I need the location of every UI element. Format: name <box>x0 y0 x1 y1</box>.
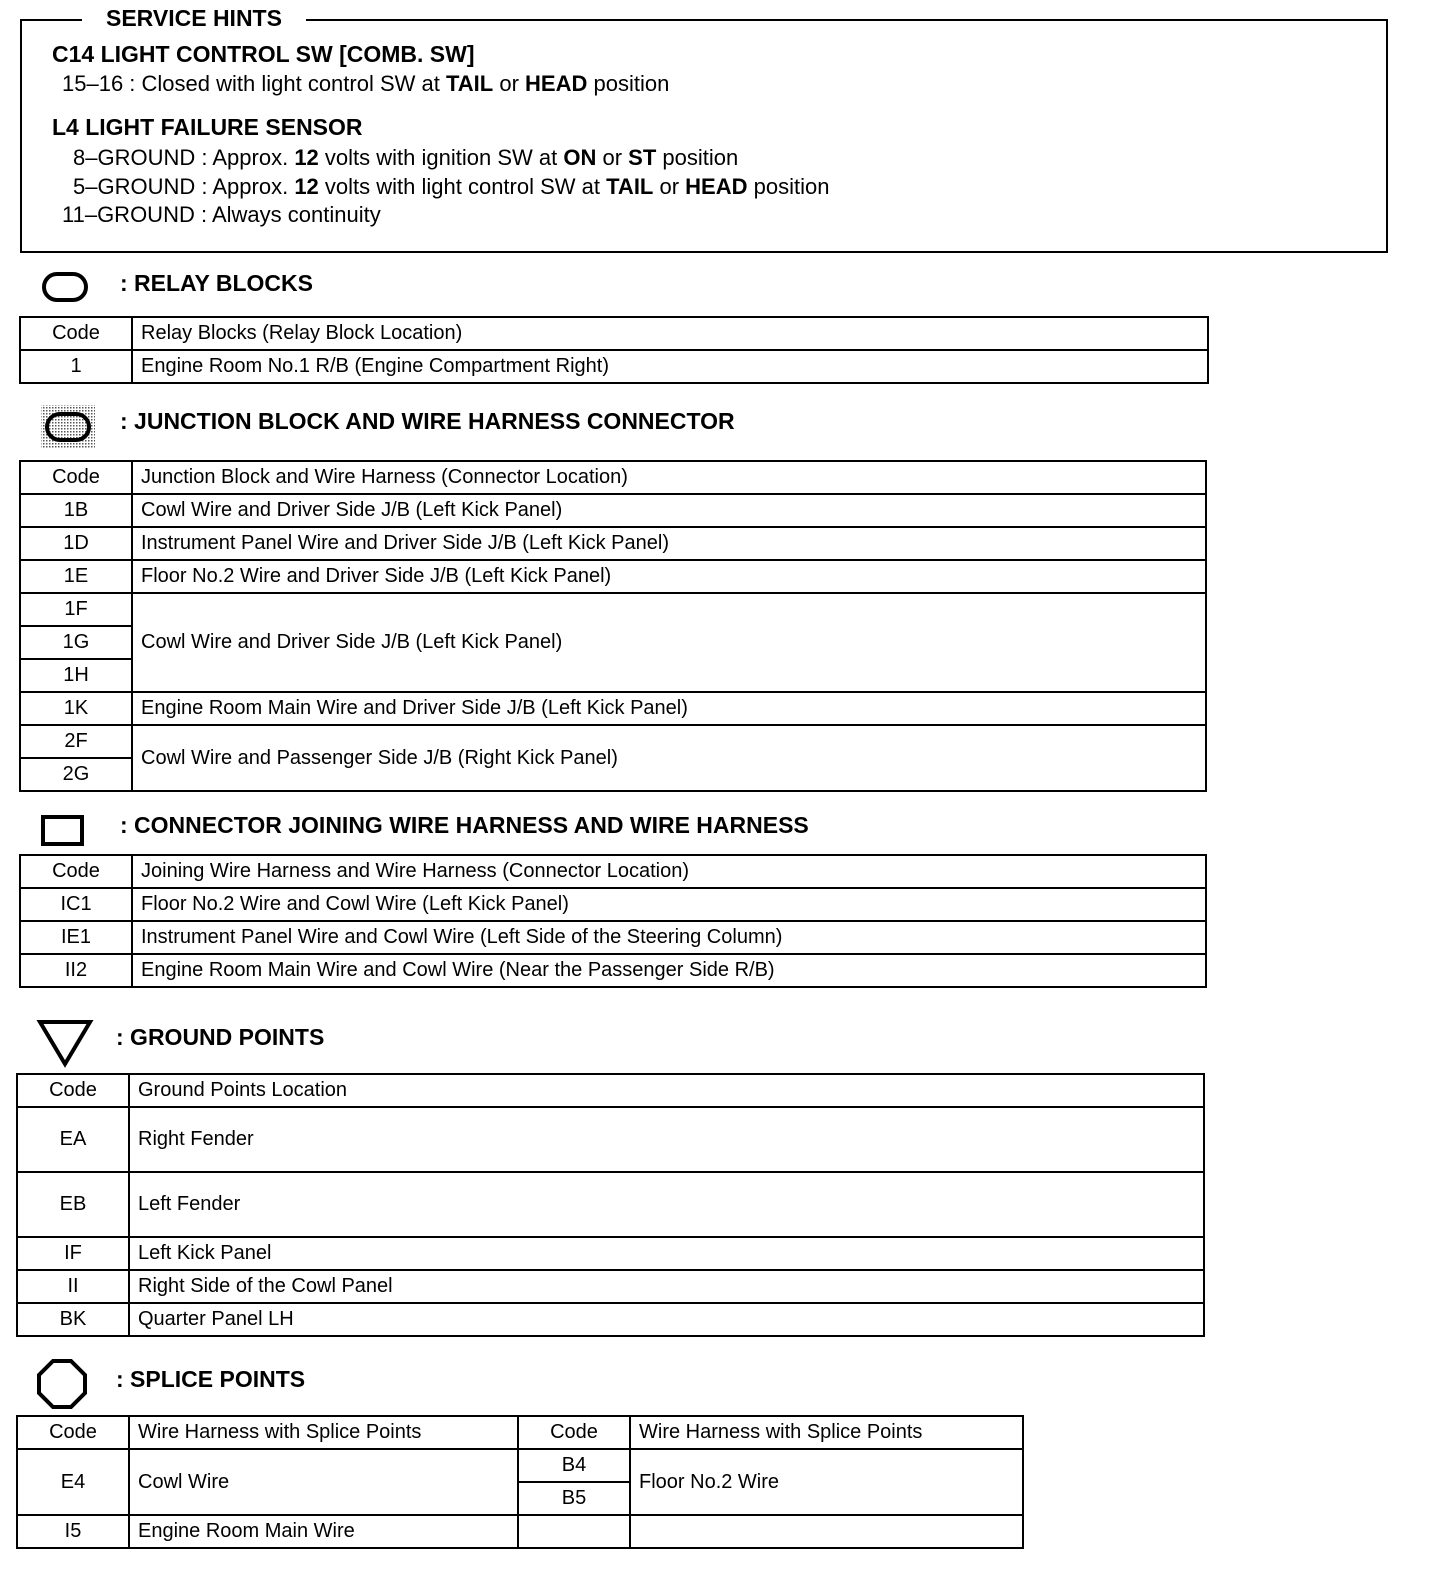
desc-cell: Left Kick Panel <box>129 1237 1204 1270</box>
c14-line-1: 15–16 : Closed with light control SW at TAIL or HEAD position <box>62 71 670 96</box>
desc-header: Wire Harness with Splice Points <box>129 1416 518 1449</box>
code-cell: 2F <box>20 725 132 758</box>
splice-points-title: : SPLICE POINTS <box>116 1366 306 1392</box>
code-cell: 1K <box>20 692 132 725</box>
code-cell: IF <box>17 1237 129 1270</box>
ground-points-title: : GROUND POINTS <box>116 1024 325 1050</box>
code-cell: II2 <box>20 954 132 987</box>
desc-cell: Engine Room Main Wire and Driver Side J/B (Left Kick Panel) <box>132 692 1206 725</box>
desc-cell: Instrument Panel Wire and Cowl Wire (Left Side of the Steering Column) <box>132 921 1206 954</box>
code-cell: 1D <box>20 527 132 560</box>
relay-blocks-title: : RELAY BLOCKS <box>120 270 313 296</box>
table-row <box>20 593 1206 626</box>
desc-cell: Instrument Panel Wire and Driver Side J/B (Left Kick Panel) <box>132 527 1206 560</box>
service-hints-title: SERVICE HINTS <box>82 4 306 32</box>
splice-point-symbol-icon <box>36 1358 88 1410</box>
code-cell: B4 <box>518 1449 630 1482</box>
table-row <box>17 1237 1204 1270</box>
code-header: Code <box>518 1416 630 1449</box>
code-cell: EB <box>17 1172 129 1237</box>
table-row <box>17 1515 1023 1548</box>
code-cell: E4 <box>17 1449 129 1515</box>
ground-point-symbol-icon <box>36 1018 94 1068</box>
code-cell: 1B <box>20 494 132 527</box>
c14-heading: C14 LIGHT CONTROL SW [COMB. SW] <box>52 41 475 67</box>
code-cell: 1F <box>20 593 132 626</box>
code-cell: BK <box>17 1303 129 1336</box>
table-row <box>17 1303 1204 1336</box>
code-cell: IC1 <box>20 888 132 921</box>
table-header-row <box>20 461 1206 494</box>
table-row <box>20 527 1206 560</box>
table-row <box>20 954 1206 987</box>
code-header: Code <box>20 317 132 350</box>
desc-cell: Floor No.2 Wire and Cowl Wire (Left Kick Panel) <box>132 888 1206 921</box>
desc-cell: Right Side of the Cowl Panel <box>129 1270 1204 1303</box>
table-header-row <box>20 855 1206 888</box>
empty-cell <box>630 1515 1023 1548</box>
code-header: Code <box>17 1416 129 1449</box>
desc-header: Relay Blocks (Relay Block Location) <box>132 317 1208 350</box>
table-row <box>20 725 1206 758</box>
table-row <box>20 921 1206 954</box>
table-header-row <box>20 317 1208 350</box>
desc-cell: Cowl Wire and Passenger Side J/B (Right Kick Panel) <box>132 725 1206 791</box>
code-header: Code <box>20 461 132 494</box>
l4-heading: L4 LIGHT FAILURE SENSOR <box>52 114 363 140</box>
code-cell: IE1 <box>20 921 132 954</box>
desc-cell: Engine Room Main Wire <box>129 1515 518 1548</box>
empty-cell <box>518 1515 630 1548</box>
desc-cell: Engine Room No.1 R/B (Engine Compartment Right) <box>132 350 1208 383</box>
l4-line-3: 11–GROUND : Always continuity <box>62 202 381 227</box>
code-cell: 1 <box>20 350 132 383</box>
relay-block-symbol-icon <box>40 270 90 306</box>
code-cell: B5 <box>518 1482 630 1515</box>
table-row <box>20 692 1206 725</box>
table-header-row <box>17 1074 1204 1107</box>
code-cell: 1G <box>20 626 132 659</box>
code-cell: EA <box>17 1107 129 1172</box>
desc-header: Ground Points Location <box>129 1074 1204 1107</box>
desc-header: Joining Wire Harness and Wire Harness (Connector Location) <box>132 855 1206 888</box>
table-row <box>17 1270 1204 1303</box>
table-header-row <box>17 1416 1023 1449</box>
desc-cell: Engine Room Main Wire and Cowl Wire (Near the Passenger Side R/B) <box>132 954 1206 987</box>
desc-cell: Left Fender <box>129 1172 1204 1237</box>
code-cell: II <box>17 1270 129 1303</box>
table-row <box>17 1107 1204 1172</box>
ground-points-table <box>16 1073 1205 1337</box>
code-cell: 2G <box>20 758 132 791</box>
desc-cell: Cowl Wire and Driver Side J/B (Left Kick Panel) <box>132 593 1206 692</box>
junction-blocks-table <box>19 460 1207 792</box>
desc-cell: Cowl Wire and Driver Side J/B (Left Kick Panel) <box>132 494 1206 527</box>
connectors-table <box>19 854 1207 988</box>
table-row <box>20 888 1206 921</box>
splice-points-table <box>16 1415 1024 1549</box>
l4-line-1: 8–GROUND : Approx. 12 volts with ignition SW at ON or ST position <box>73 145 739 170</box>
desc-cell: Floor No.2 Wire <box>630 1449 1023 1515</box>
table-row <box>20 494 1206 527</box>
table-row <box>20 560 1206 593</box>
table-row <box>20 350 1208 383</box>
code-cell: I5 <box>17 1515 129 1548</box>
desc-cell: Cowl Wire <box>129 1449 518 1515</box>
desc-cell: Quarter Panel LH <box>129 1303 1204 1336</box>
table-row <box>17 1172 1204 1237</box>
desc-header: Junction Block and Wire Harness (Connector Location) <box>132 461 1206 494</box>
desc-cell: Floor No.2 Wire and Driver Side J/B (Left Kick Panel) <box>132 560 1206 593</box>
code-header: Code <box>20 855 132 888</box>
connectors-title: : CONNECTOR JOINING WIRE HARNESS AND WIRE HARNESS <box>120 812 809 838</box>
relay-blocks-table <box>19 316 1209 384</box>
junction-block-symbol-icon <box>40 404 96 450</box>
desc-cell: Right Fender <box>129 1107 1204 1172</box>
l4-line-2: 5–GROUND : Approx. 12 volts with light control SW at TAIL or HEAD position <box>73 174 830 199</box>
junction-blocks-title: : JUNCTION BLOCK AND WIRE HARNESS CONNECTOR <box>120 408 735 434</box>
code-cell: 1H <box>20 659 132 692</box>
table-row <box>17 1449 1023 1482</box>
desc-header: Wire Harness with Splice Points <box>630 1416 1023 1449</box>
connector-symbol-icon <box>40 814 86 848</box>
code-cell: 1E <box>20 560 132 593</box>
code-header: Code <box>17 1074 129 1107</box>
